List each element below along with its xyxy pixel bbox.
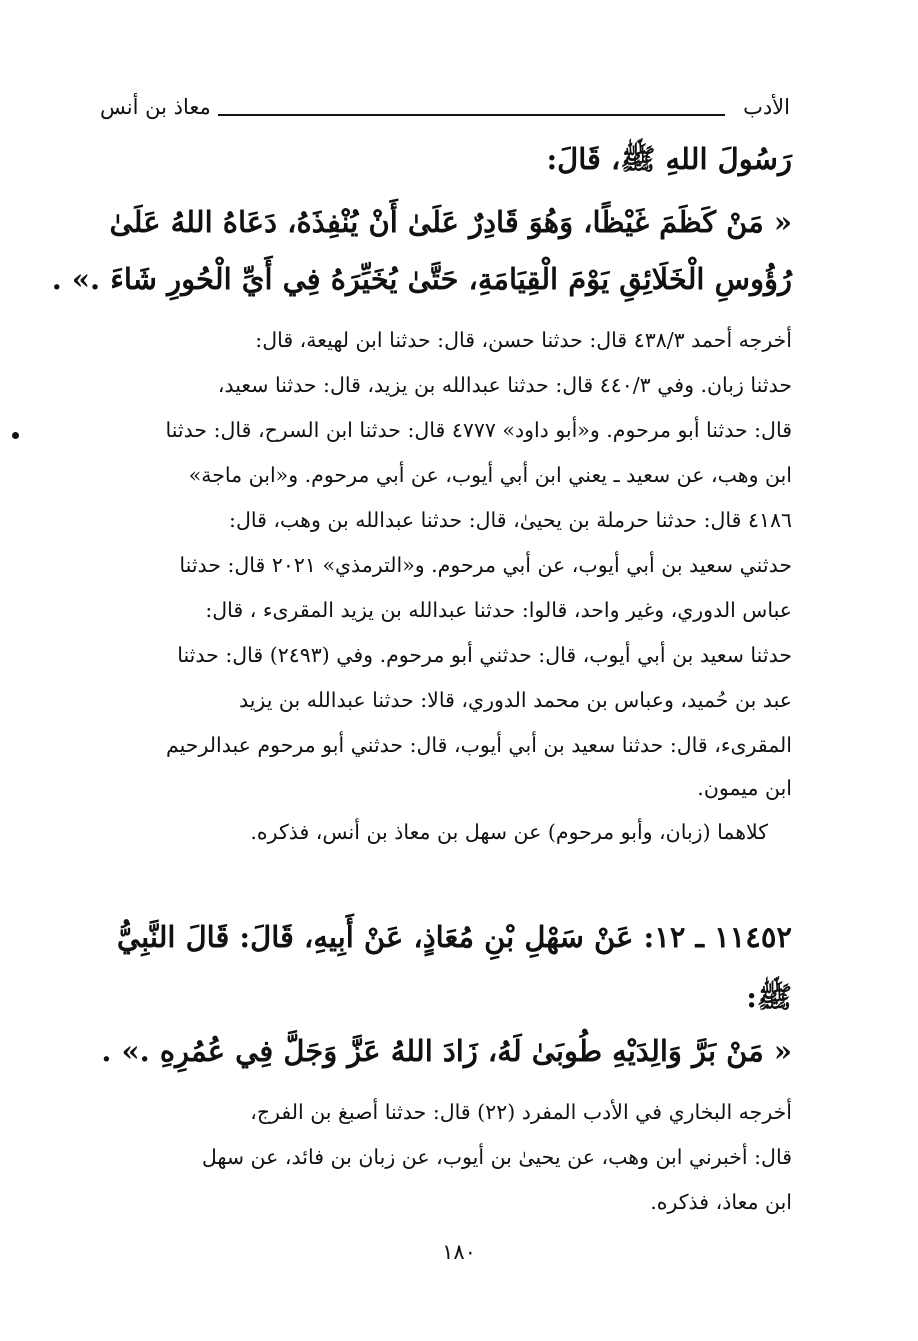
hadith1-line2: رُؤُوسِ الْخَلَائِقِ يَوْمَ الْقِيَامَةِ، حَتَّىٰ يُخَيِّرَهُ فِي أَيِّ الْحُورِ شَاءَ .» . [51, 262, 792, 296]
page-number: ١٨٠ [442, 1240, 476, 1264]
takhrij2-line: ابن معاذ، فذكره. [650, 1190, 792, 1214]
takhrij2-line: قال: أخبرني ابن وهب، عن يحيىٰ بن أيوب، عن زبان بن فائد، عن سهل [201, 1145, 792, 1169]
hadith2-heading: ١١٤٥٢ ـ ١٢: عَنْ سَهْلِ بْنِ مُعَاذٍ، عَنْ أَبِيهِ، قَالَ: قَالَ النَّبِيُّ [116, 920, 792, 954]
takhrij1-summary: كلاهما (زبان، وأبو مرحوم) عن سهل بن معاذ بن أنس، فذكره. [250, 820, 768, 844]
takhrij1-line: حدثنا سعيد بن أبي أيوب، قال: حدثني أبو مرحوم. وفي (٢٤٩٣) قال: حدثنا [177, 643, 792, 667]
hadith1-line1: « مَنْ كَظَمَ غَيْظًا، وَهُوَ قَادِرٌ عَلَىٰ أَنْ يُنْفِذَهُ، دَعَاهُ اللهُ عَلَىٰ [109, 205, 792, 239]
takhrij1-line: قال: حدثنا أبو مرحوم. و«أبو داود» ٤٧٧٧ قال: حدثنا ابن السرح، قال: حدثنا [165, 418, 792, 442]
takhrij1-line: أخرجه أحمد ٤٣٨/٣ قال: حدثنا حسن، قال: حدثنا ابن لهيعة، قال: [255, 328, 792, 352]
takhrij1-line: ٤١٨٦ قال: حدثنا حرملة بن يحيىٰ، قال: حدثنا عبدالله بن وهب، قال: [229, 508, 792, 532]
takhrij1-line: حدثني سعيد بن أبي أيوب، عن أبي مرحوم. و«الترمذي» ٢٠٢١ قال: حدثنا [179, 553, 792, 577]
takhrij1-line: عبد بن حُميد، وعباس بن محمد الدوري، قالا: حدثنا عبدالله بن يزيد [238, 688, 792, 712]
takhrij1-line: ابن وهب، عن سعيد ـ يعني ابن أبي أيوب، عن أبي مرحوم. و«ابن ماجة» [188, 463, 792, 487]
takhrij1-line: حدثنا زبان. وفي ٤٤٠/٣ قال: حدثنا عبدالله بن يزيد، قال: حدثنا سعيد، [217, 373, 792, 397]
hadith2-heading-end: ﷺ: [746, 980, 792, 1014]
margin-dot [12, 432, 19, 439]
header-chapter: الأدب [743, 95, 790, 119]
hadith1-intro: رَسُولَ اللهِ ﷺ، قَالَ: [546, 142, 792, 176]
takhrij1-line: المقرىء، قال: حدثنا سعيد بن أبي أيوب، قال: حدثني أبو مرحوم عبدالرحيم [165, 733, 792, 757]
takhrij1-line: ابن ميمون. [697, 776, 792, 800]
header-rule [218, 114, 725, 116]
running-header [100, 95, 790, 129]
header-companion: معاذ بن أنس [100, 95, 211, 119]
hadith2-text: « مَنْ بَرَّ وَالِدَيْهِ طُوبَىٰ لَهُ، زَادَ اللهُ عَزَّ وَجَلَّ فِي عُمُرِهِ .» . [101, 1034, 792, 1068]
takhrij1-line: عباس الدوري، وغير واحد، قالوا: حدثنا عبدالله بن يزيد المقرىء ، قال: [205, 598, 792, 622]
takhrij2-line: أخرجه البخاري في الأدب المفرد (٢٢) قال: حدثنا أصبغ بن الفرج، [250, 1100, 792, 1124]
